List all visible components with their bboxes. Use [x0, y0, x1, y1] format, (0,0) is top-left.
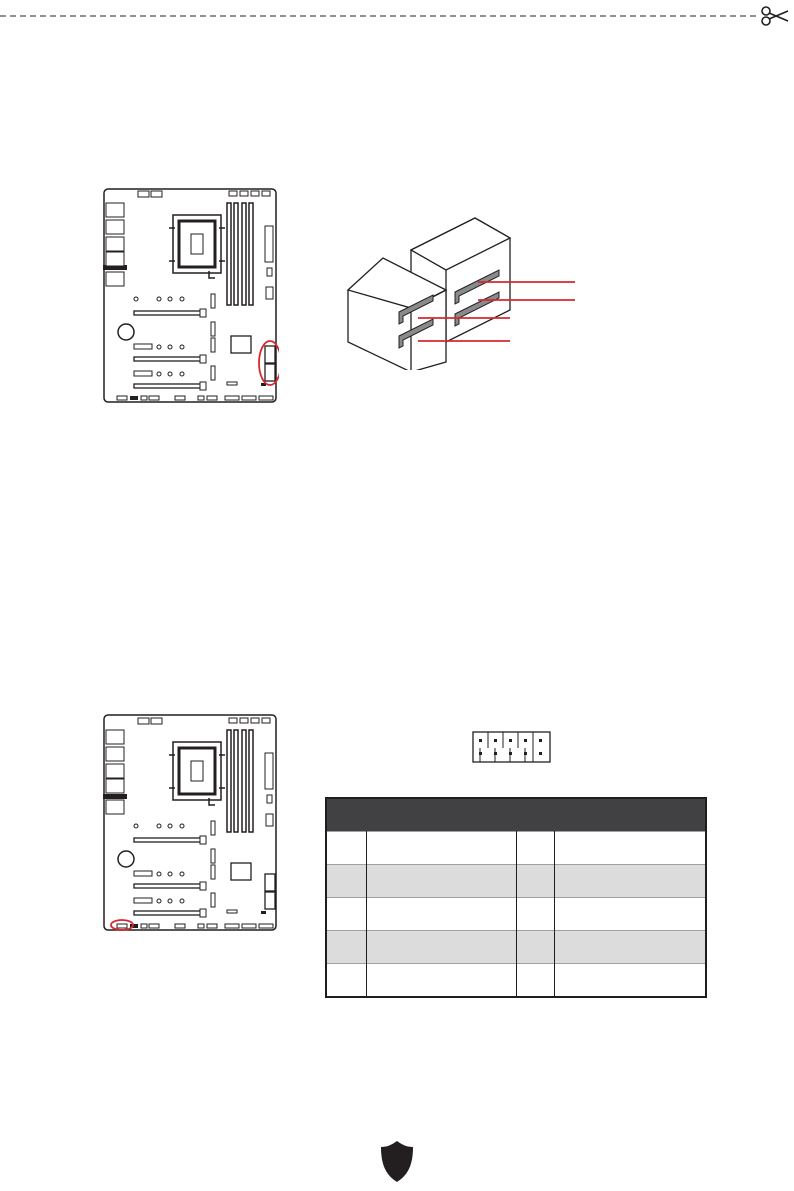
cut-line: [0, 0, 794, 40]
table-cell: [366, 931, 516, 964]
sata-connector-illustration: [335, 210, 580, 370]
table-row: [326, 898, 706, 931]
table-row: [326, 832, 706, 865]
table-cell: [554, 865, 706, 898]
header-cell: [554, 798, 706, 832]
motherboard-diagram-header: [103, 714, 279, 932]
table-cell: [366, 964, 516, 998]
table-cell: [326, 832, 366, 865]
table-cell: [516, 865, 554, 898]
header-cell: [516, 798, 554, 832]
table-cell: [554, 931, 706, 964]
pin-header-diagram: [472, 731, 551, 763]
table-cell: [366, 865, 516, 898]
table-header-row: [326, 798, 706, 832]
table-cell: [554, 832, 706, 865]
table-cell: [366, 832, 516, 865]
shield-logo-icon: [380, 1141, 414, 1182]
table-cell: [554, 964, 706, 998]
table-cell: [516, 898, 554, 931]
table-cell: [554, 898, 706, 931]
table-cell: [326, 964, 366, 998]
header-cell: [366, 798, 516, 832]
header-cell: [326, 798, 366, 832]
table-cell: [326, 931, 366, 964]
table-cell: [516, 964, 554, 998]
table-cell: [326, 898, 366, 931]
table-cell: [516, 931, 554, 964]
motherboard-diagram-sata: [103, 188, 279, 404]
table-cell: [516, 832, 554, 865]
scissors-icon: [762, 7, 788, 25]
table-row: [326, 964, 706, 998]
table-row: [326, 865, 706, 898]
table-cell: [366, 898, 516, 931]
table-cell: [326, 865, 366, 898]
table-row: [326, 931, 706, 964]
pin-definition-table: [325, 797, 707, 998]
